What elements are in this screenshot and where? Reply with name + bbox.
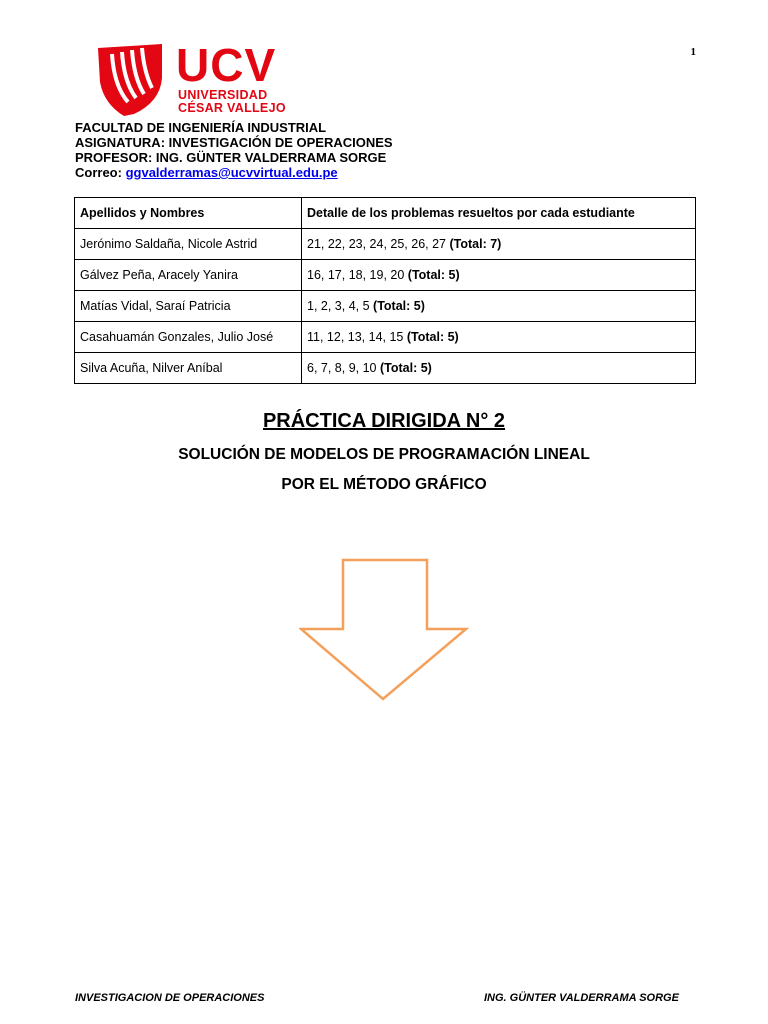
table-header-row <box>75 198 696 229</box>
student-name: Gálvez Peña, Aracely Yanira <box>75 260 302 291</box>
practice-title: PRÁCTICA DIRIGIDA N° 2 <box>262 410 506 432</box>
footer-professor: ING. GÜNTER VALDERRAMA SORGE <box>484 992 679 1004</box>
document-header <box>75 120 393 180</box>
email-line <box>75 165 393 180</box>
email-link[interactable]: ggvalderramas@ucvvirtual.edu.pe <box>125 165 338 180</box>
subject-line: ASIGNATURA: INVESTIGACIÓN DE OPERACIONES <box>75 135 393 150</box>
column-header-problems: Detalle de los problemas resueltos por cada estudiante <box>302 198 696 229</box>
student-name: Matías Vidal, Saraí Patricia <box>75 291 302 322</box>
student-problems: 1, 2, 3, 4, 5 (Total: 5) <box>302 291 696 322</box>
students-table <box>74 197 696 384</box>
logo-brand: UCV <box>176 39 277 91</box>
student-name: Casahuamán Gonzales, Julio José <box>75 322 302 353</box>
page-number: 1 <box>690 46 696 58</box>
subtitle-line1: SOLUCIÓN DE MODELOS DE PROGRAMACIÓN LINEAL <box>178 446 590 463</box>
professor-line: PROFESOR: ING. GÜNTER VALDERRAMA SORGE <box>75 150 387 165</box>
footer-subject: INVESTIGACION DE OPERACIONES <box>75 992 265 1004</box>
student-problems: 21, 22, 23, 24, 25, 26, 27 (Total: 7) <box>302 229 696 260</box>
column-header-names: Apellidos y Nombres <box>75 198 302 229</box>
logo-university-line2: CÉSAR VALLEJO <box>178 101 286 115</box>
table-row <box>75 229 696 260</box>
faculty-line: FACULTAD DE INGENIERÍA INDUSTRIAL <box>75 120 327 135</box>
student-problems: 6, 7, 8, 9, 10 (Total: 5) <box>302 353 696 384</box>
student-problems: 11, 12, 13, 14, 15 (Total: 5) <box>302 322 696 353</box>
table-row <box>75 291 696 322</box>
email-label: Correo: <box>75 165 122 180</box>
logo-university-line1: UNIVERSIDAD <box>178 88 268 102</box>
table-row <box>75 353 696 384</box>
ucv-shield-icon <box>96 42 168 116</box>
student-name: Jerónimo Saldaña, Nicole Astrid <box>75 229 302 260</box>
down-arrow-icon <box>299 558 469 702</box>
table-row <box>75 322 696 353</box>
subtitle-line2: POR EL MÉTODO GRÁFICO <box>281 476 487 493</box>
table-row <box>75 260 696 291</box>
student-problems: 16, 17, 18, 19, 20 (Total: 5) <box>302 260 696 291</box>
ucv-logo <box>96 39 286 116</box>
student-name: Silva Acuña, Nilver Aníbal <box>75 353 302 384</box>
